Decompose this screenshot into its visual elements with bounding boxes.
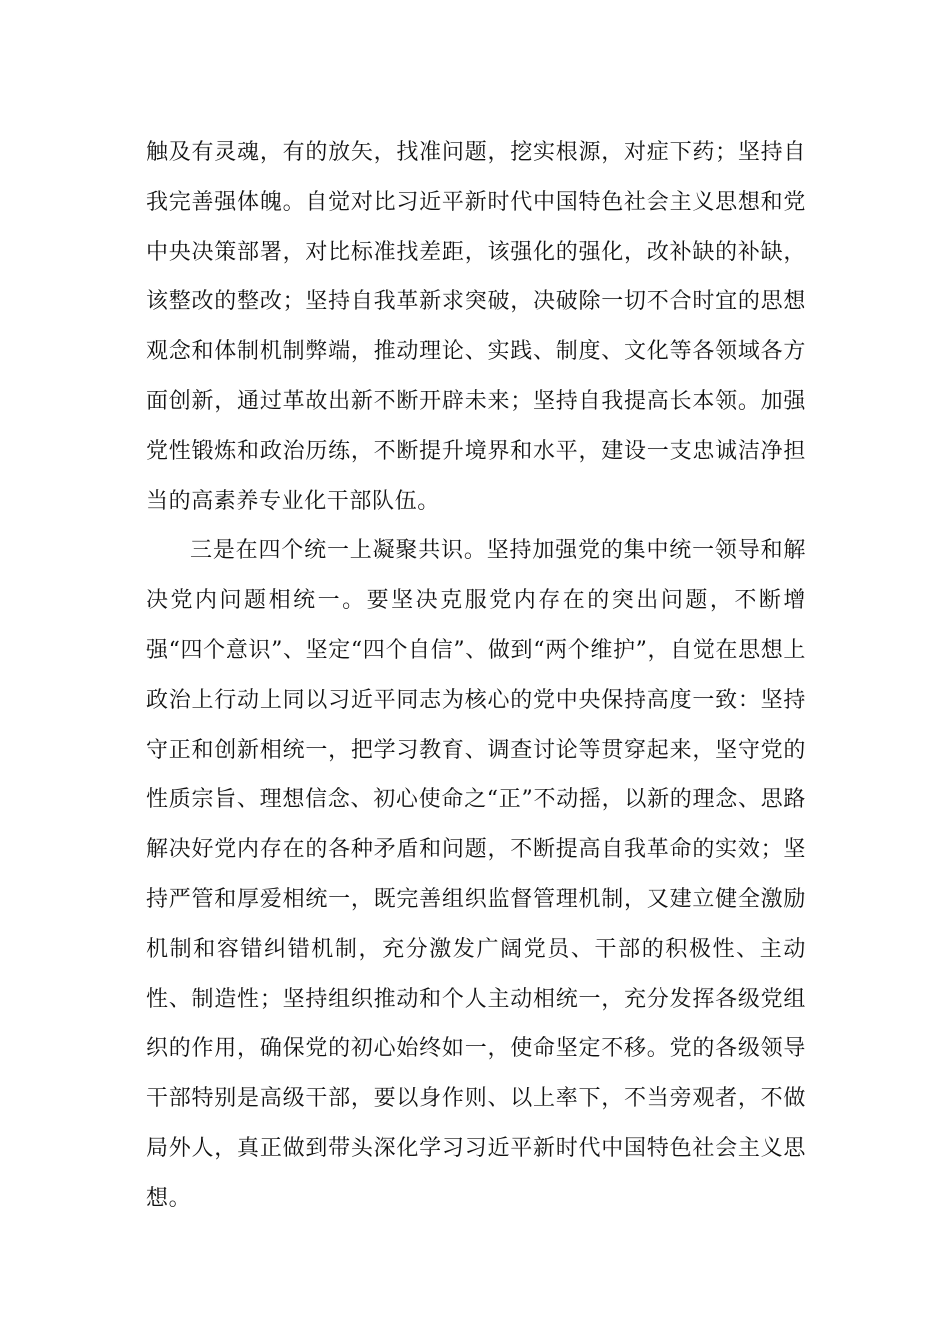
document-body: [146, 128, 806, 1224]
paragraph-four-unities: 三是在四个统一上凝聚共识。坚持加强党的集中统一领导和解决党内问题相统一。要坚决克服党内存在的突出问题，不断增强“四个意识”、坚定“四个自信”、做到“两个维护”，自觉在思想上政治上行动上同以习近平同志为核心的党中央保持高度一致：坚持守正和创新相统一，把学习教育、调查讨论等贯穿起来，坚守党的性质宗旨、理想信念、初心使命之“正”不动摇，以新的理念、思路解决好党内存在的各种矛盾和问题，不断提高自我革命的实效；坚持严管和厚爱相统一，既完善组织监督管理机制，又建立健全激励机制和容错纠错机制，充分激发广阔党员、干部的积极性、主动性、制造性；坚持组织推动和个人主动相统一，充分发挥各级党组织的作用，确保党的初心始终如一，使命坚定不移。党的各级领导干部特别是高级干部，要以身作则、以上率下，不当旁观者，不做局外人，真正做到带头深化学习习近平新时代中国特色社会主义思想。: [146, 538, 806, 1211]
paragraph-continuation: 触及有灵魂，有的放矢，找准问题，挖实根源，对症下药；坚持自我完善强体魄。自觉对比习近平新时代中国特色社会主义思想和党中央决策部署，对比标准找差距，该强化的强化，改补缺的补缺，该整改的整改；坚持自我革新求突破，决破除一切不合时宜的思想观念和体制机制弊端，推动理论、实践、制度、文化等各领域各方面创新，通过革故出新不断开辟未来；坚持自我提高长本领。加强党性锻炼和政治历练，不断提升境界和水平，建设一支忠诚洁净担当的高素养专业化干部队伍。: [146, 140, 806, 514]
